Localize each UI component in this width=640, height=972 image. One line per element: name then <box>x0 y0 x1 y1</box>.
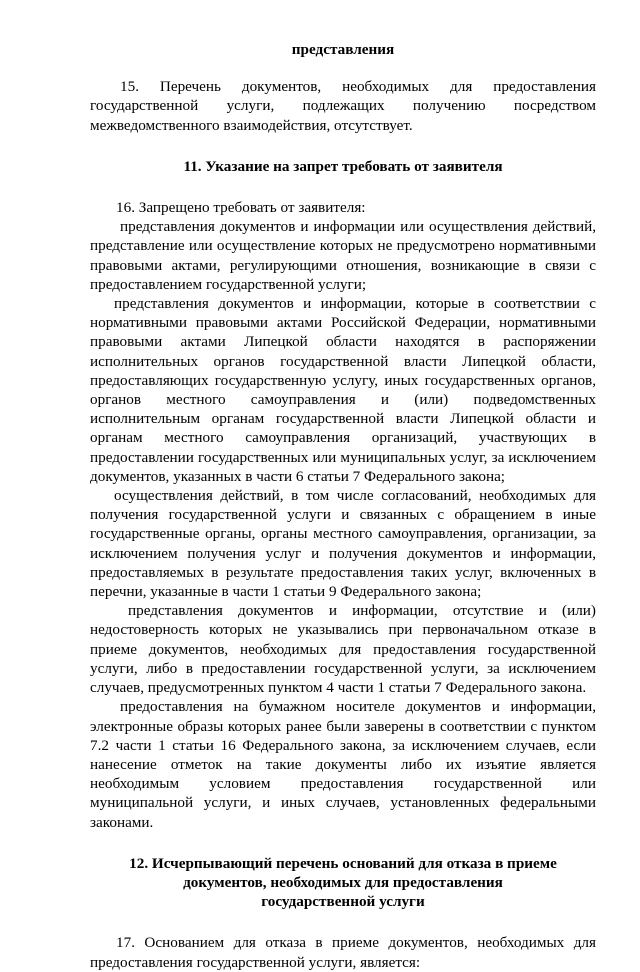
section-11-heading: 11. Указание на запрет требовать от заявителя <box>183 157 503 175</box>
spacer <box>90 176 596 198</box>
spacer <box>90 911 596 933</box>
paragraph-15: 15. Перечень документов, необходимых для предоставления государственной услуги, подлежащих получению посредством межведомственного взаимодействия, отсутствует. <box>90 78 596 134</box>
spacer <box>90 59 596 77</box>
top-heading: представления <box>291 41 395 58</box>
paragraph-16-item-e: предоставления на бумажном носителе документов и информации, электронные образы которых ранее были заверены в соответствии с пунктом 7.2 части 1 статьи 16 Федерального закона, за исключением случаев, если нанесение отметок на такие документы либо их изъятие является необходимым условием предоставления государственной или муниципальной услуги, и иных случаев, установленных федеральными законами. <box>90 698 596 831</box>
spacer <box>90 832 596 854</box>
paragraph-16-item-b: представления документов и информации, которые в соответствии с нормативными правовыми актами Российской Федерации, нормативными правовыми актами Липецкой области находятся в распоряжении исполнительных органов государственной власти Липецкой области, предоставляющих государственную услугу, иных государственных органов, органов местного самоуправления и (или) подведомственных исполнительным органам государственной власти Липецкой области и органам местного самоуправления организаций, участвующих в предоставлении государственных или муниципальных услуг, за исключением документов, указанных в части 6 статьи 7 Федерального закона; <box>90 295 596 485</box>
paragraph-16-item-a: представления документов и информации или осуществления действий, представление или осуществление которых не предусмотрено нормативными правовыми актами, регулирующими отношения, возникающие в связи с предоставлением государственной услуги; <box>90 218 596 293</box>
paragraph-17: 17. Основанием для отказа в приеме документов, необходимых для предоставления государственной услуги, является: <box>90 934 596 971</box>
section-12-heading-line-2: документов, необходимых для предоставления <box>183 873 503 891</box>
paragraph-16-intro: 16. Запрещено требовать от заявителя: <box>116 199 366 217</box>
section-12-heading-line-3: государственной услуги <box>261 893 425 911</box>
spacer <box>90 135 596 157</box>
section-12-heading-line-1: 12. Исчерпывающий перечень оснований для отказа в приеме <box>129 854 557 872</box>
paragraph-16-item-d: представления документов и информации, отсутствие и (или) недостоверность которых не указывались при первоначальном отказе в приеме документов, необходимых для предоставления государственной услуги, либо в предоставлении государственной услуги, за исключением случаев, предусмотренных пунктом 4 части 1 статьи 7 Федерального закона. <box>90 602 596 697</box>
paragraph-16-item-c: осуществления действий, в том числе согласований, необходимых для получения государственной услуги и связанных с обращением в иные государственные органы, органы местного самоуправления, организации, за исключением получения услуг и получения документов и информации, предоставляемых в результате предоставления таких услуг, включенных в перечни, указанные в части 1 статьи 9 Федерального закона; <box>90 487 596 601</box>
